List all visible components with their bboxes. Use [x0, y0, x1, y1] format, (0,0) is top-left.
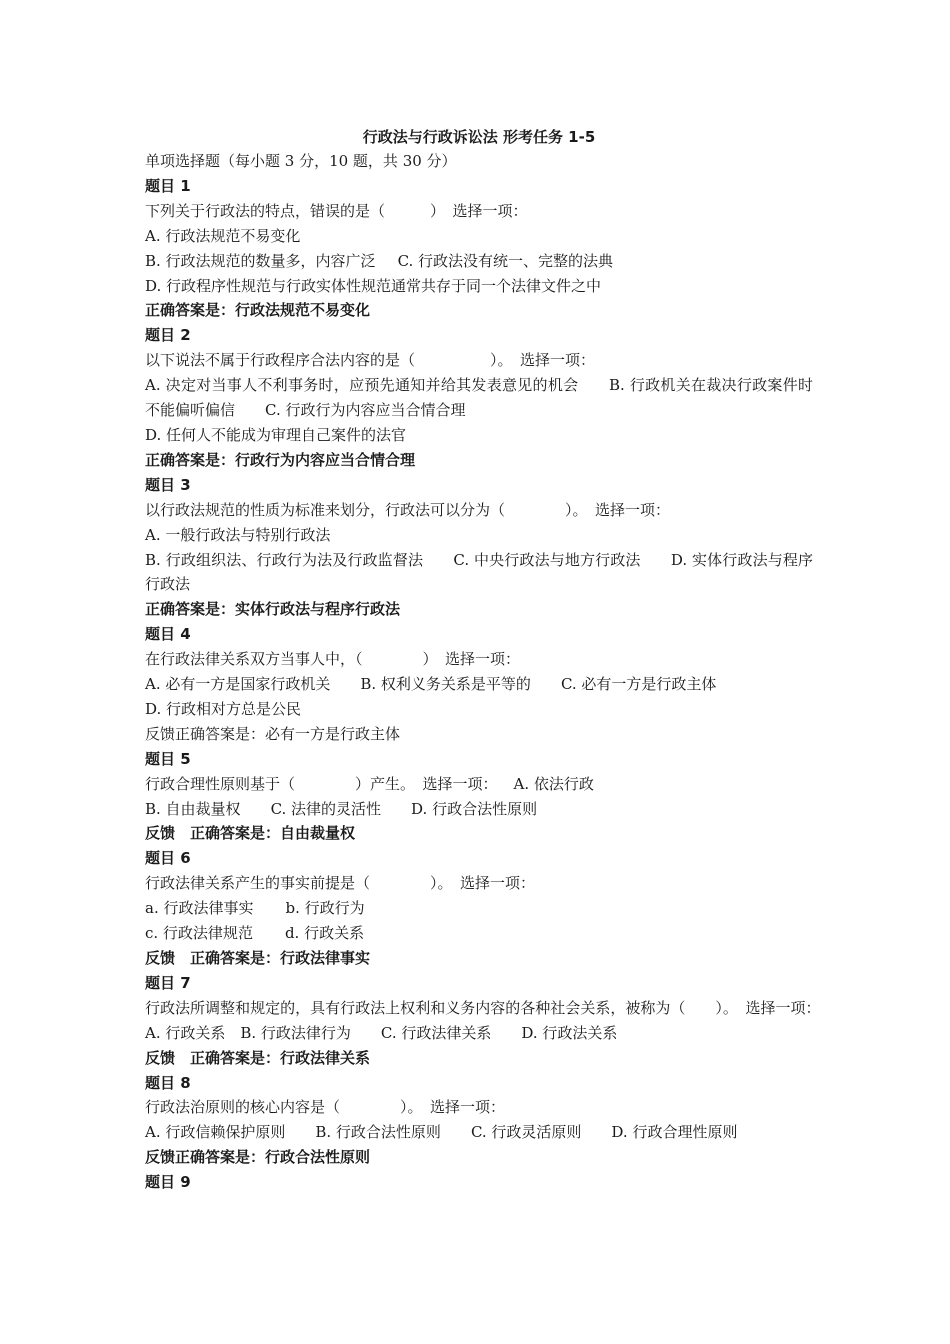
question-label: 题目 4: [145, 625, 191, 644]
document-page: [145, 125, 829, 1195]
answer-line: 正确答案是：实体行政法与程序行政法: [145, 600, 401, 619]
option-d: d. 行政关系: [284, 924, 365, 943]
option-row: [145, 896, 813, 921]
section-heading: 单项选择题（每小题 3 分，10 题，共 30 分）: [145, 152, 457, 170]
option-c: c. 行政法律规范: [145, 924, 253, 943]
question-stem: 下列关于行政法的特点，错误的是（ ） 选择一项：: [145, 201, 528, 220]
option-paragraph: B. 行政组织法、行政行为法及行政监督法 C. 中央行政法与地方行政法 D. 实体行政法与程序行政法: [145, 550, 813, 594]
option-b: B. 行政合法性原则: [315, 1123, 441, 1142]
option-a: A. 必有一方是国家行政机关: [145, 675, 331, 694]
option-paragraph: A. 决定对当事人不利事务时，应预先通知并给其发表意见的机会 B. 行政机关在裁决行政案件时不能偏听偏信 C. 行政行为内容应当合情合理: [145, 376, 813, 420]
question-stem: 以下说法不属于行政程序合法内容的是（ ）。 选择一项：: [145, 351, 596, 370]
option-c: C. 必有一方是行政主体: [560, 675, 717, 694]
option-a: A. 依法行政: [513, 774, 594, 793]
option-b: B. 自由裁量权: [145, 799, 241, 818]
answer-line: 反馈正确答案是：必有一方是行政主体: [145, 724, 401, 743]
option-d: D. 行政程序性规范与行政实体性规范通常共存于同一个法律文件之中: [145, 276, 602, 295]
question-label: 题目 5: [145, 749, 191, 768]
answer-line: 反馈 正确答案是：行政法律关系: [145, 1048, 371, 1067]
question-label: 题目 8: [145, 1073, 191, 1092]
question-label: 题目 6: [145, 849, 191, 868]
question-label: 题目 2: [145, 326, 191, 345]
option-a: a. 行政法律事实: [145, 899, 254, 918]
question-label: 题目 1: [145, 176, 191, 195]
option-d: D. 行政合法性原则: [411, 799, 538, 818]
option-row: [145, 249, 813, 274]
option-row: [145, 1120, 813, 1145]
question-stem: 行政合理性原则基于（ ）产生。 选择一项：: [145, 774, 498, 793]
question-label: 题目 3: [145, 475, 191, 494]
question-row: [145, 772, 813, 797]
option-d: D. 行政相对方总是公民: [145, 699, 302, 718]
option-row: [145, 797, 813, 822]
question-label: 题目 9: [145, 1173, 191, 1192]
question-label: 题目 7: [145, 973, 191, 992]
answer-line: 正确答案是：行政法规范不易变化: [145, 301, 371, 320]
question-stem: 以行政法规范的性质为标准来划分，行政法可以分为（ ）。 选择一项：: [145, 500, 671, 519]
option-c: C. 行政灵活原则: [470, 1123, 582, 1142]
option-row: [145, 672, 813, 697]
answer-line: 反馈正确答案是：行政合法性原则: [145, 1148, 371, 1167]
option-b: B. 权利义务关系是平等的: [360, 675, 531, 694]
question-stem: 行政法治原则的核心内容是（ ）。 选择一项：: [145, 1098, 506, 1117]
option-a: A. 行政信赖保护原则: [145, 1123, 286, 1142]
answer-line: 正确答案是：行政行为内容应当合情合理: [145, 450, 416, 469]
option-c: C. 行政法没有统一、完整的法典: [397, 251, 614, 270]
question-stem: 在行政法律关系双方当事人中，（ ） 选择一项：: [145, 650, 521, 669]
option-d: D. 任何人不能成为审理自己案件的法官: [145, 425, 407, 444]
option-a: A. 一般行政法与特别行政法: [145, 525, 331, 544]
page-title: 行政法与行政诉讼法 形考任务 1-5: [362, 128, 596, 146]
option-a: A. 行政法规范不易变化: [145, 226, 301, 245]
answer-line: 反馈 正确答案是：行政法律事实: [145, 949, 371, 967]
option-c: C. 法律的灵活性: [270, 799, 382, 818]
answer-line: 反馈 正确答案是：自由裁量权: [145, 824, 356, 843]
option-d: D. 行政合理性原则: [611, 1123, 738, 1142]
question-stem: 行政法所调整和规定的，具有行政法上权利和义务内容的各种社会关系，被称为（ ）。 选择一项： A. 行政关系 B. 行政法律行为 C. 行政法律关系 D. 行政法关系: [145, 998, 829, 1042]
question-stem: 行政法律关系产生的事实前提是（ ）。 选择一项：: [145, 874, 536, 893]
option-row: [145, 921, 813, 946]
option-b: B. 行政法规范的数量多，内容广泛: [145, 251, 376, 270]
option-b: b. 行政行为: [285, 899, 365, 918]
